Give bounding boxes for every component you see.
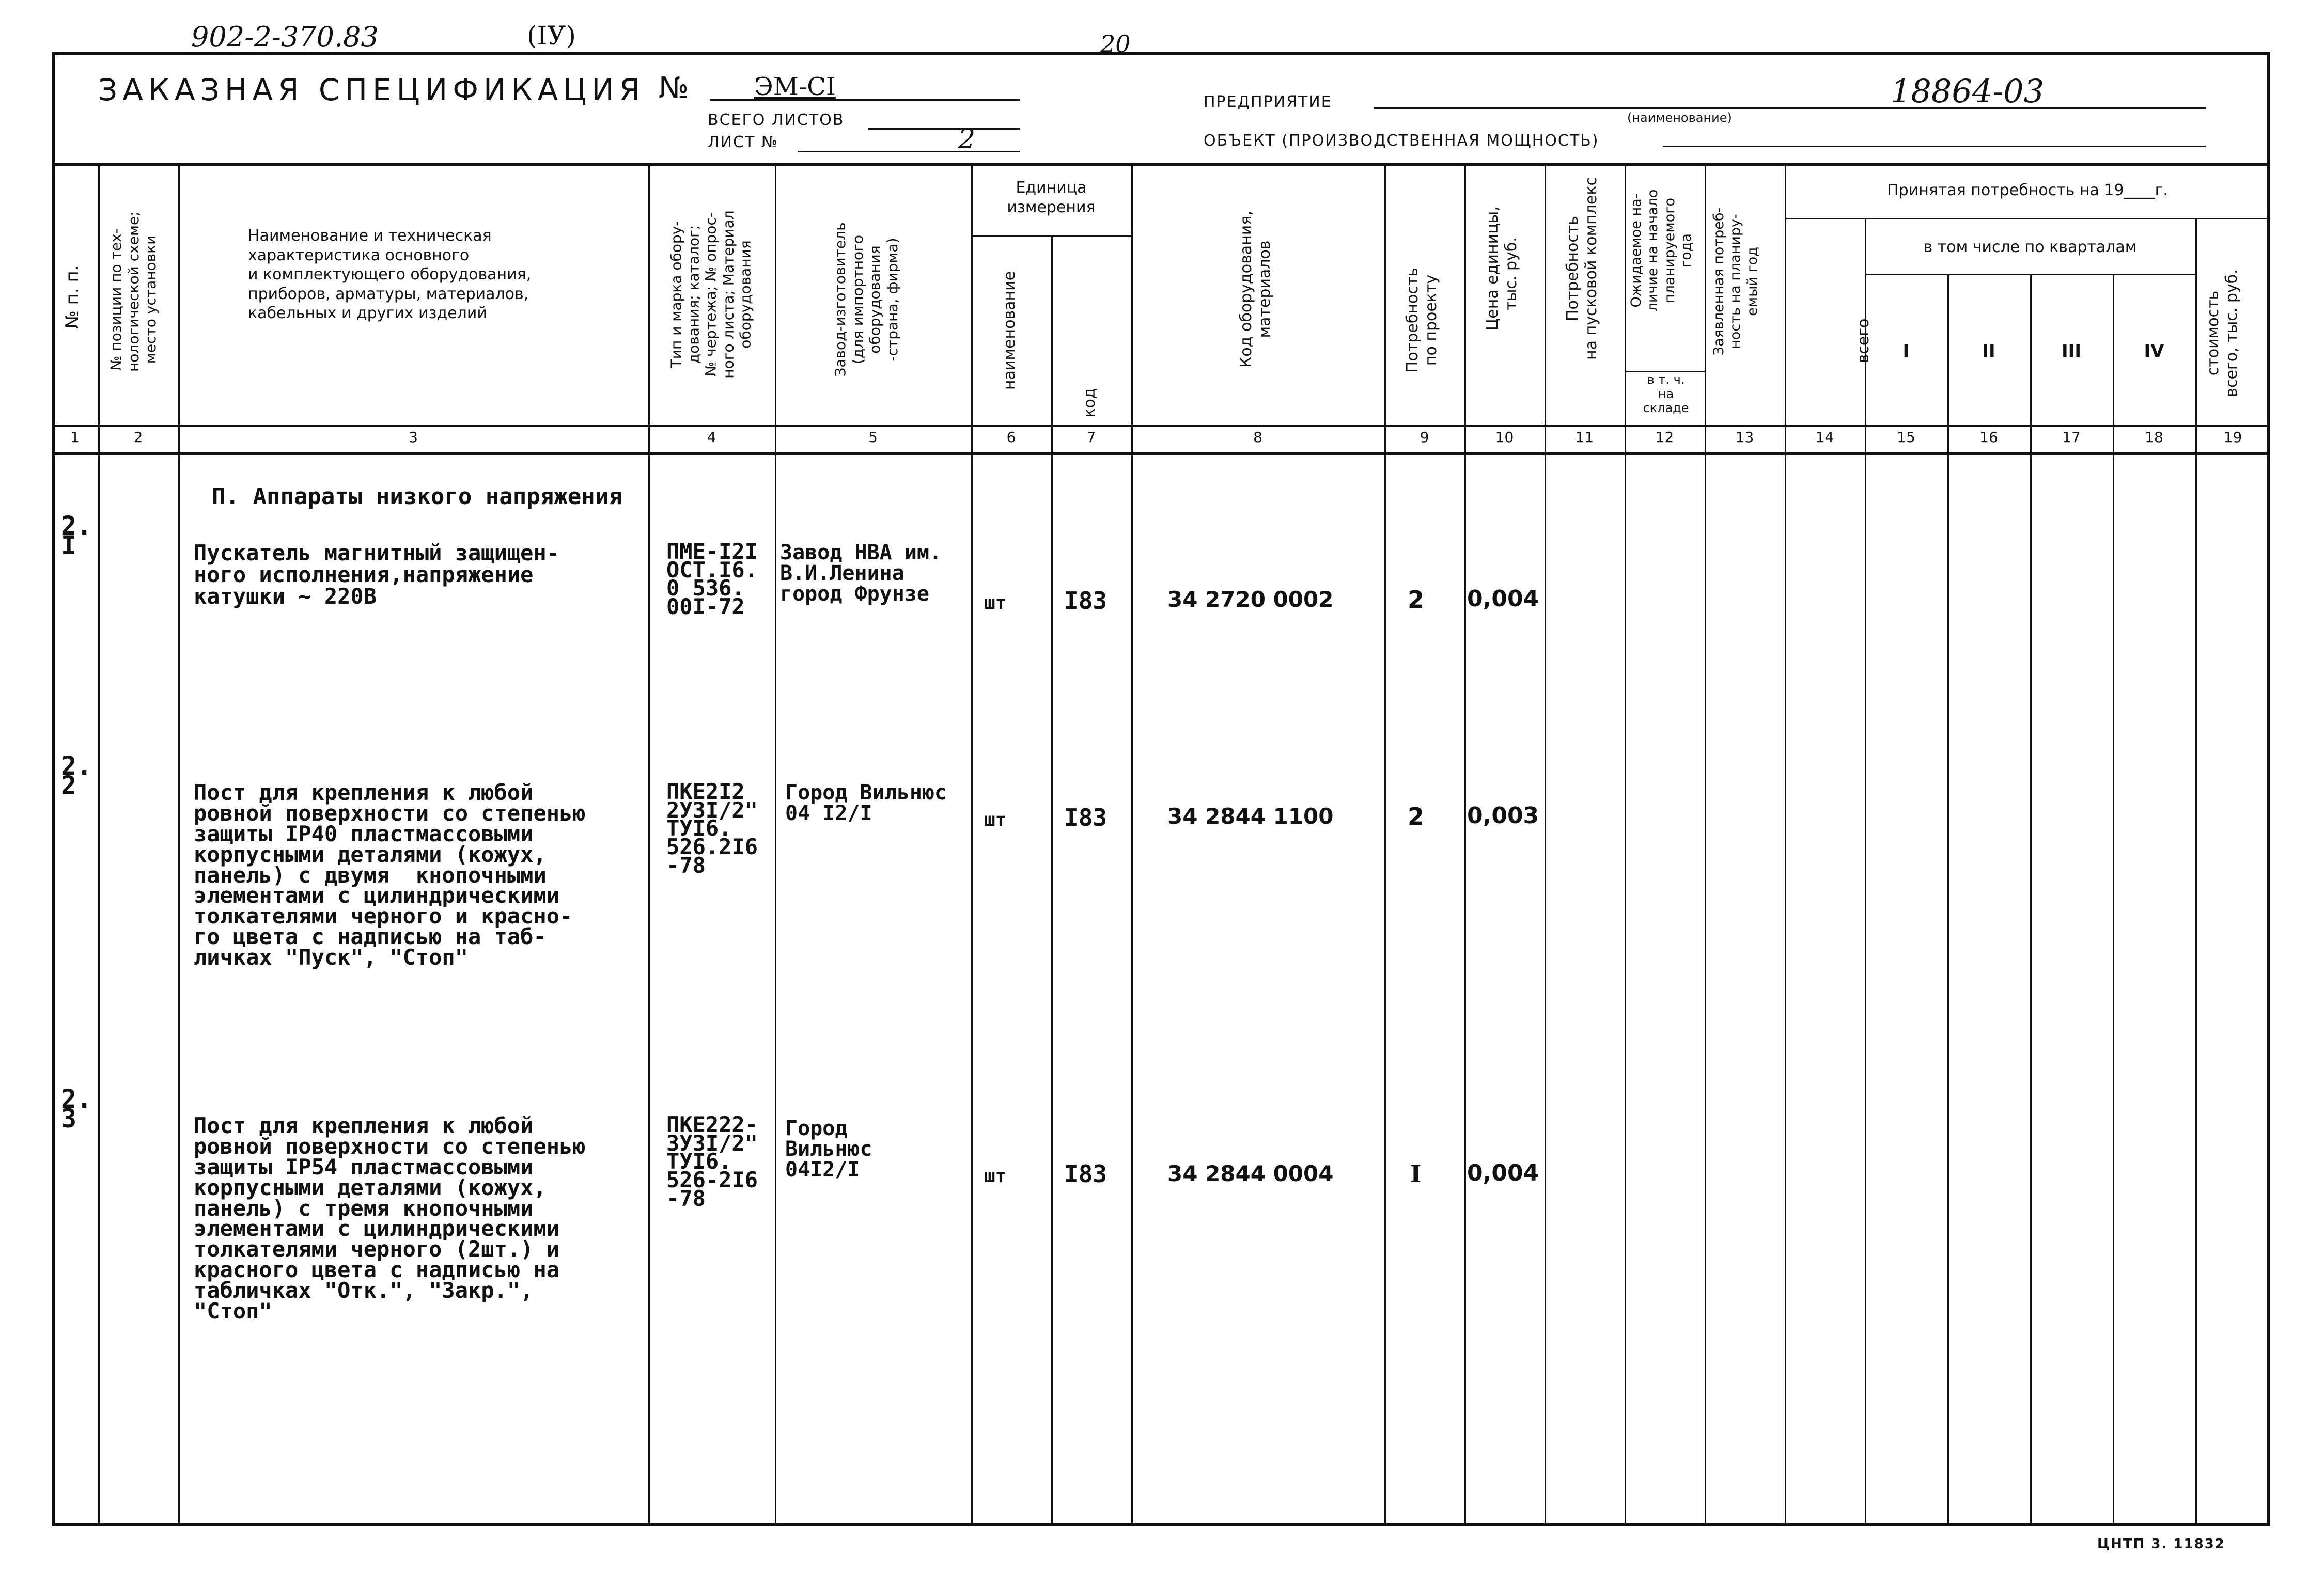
row1-type: ПМЕ-I2I ОСТ.I6. 0 536. 00I-72 — [666, 539, 758, 620]
header-c11: Потребность на пусковой комплекс — [1564, 177, 1600, 360]
row1-price: 0,004 — [1467, 586, 1539, 612]
row2-unit-code: I83 — [1064, 804, 1108, 831]
spec-number: ЭМ-CI — [754, 72, 836, 101]
col-rule-1 — [98, 163, 100, 1526]
col-rule-9 — [1464, 163, 1466, 1526]
total-sheets-line — [868, 128, 1020, 130]
colnum-14: 14 — [1815, 429, 1834, 446]
row3-number: 2. 3 — [61, 1084, 92, 1134]
colnum-10: 10 — [1495, 429, 1514, 446]
colnum-6: 6 — [1006, 429, 1016, 446]
header-c3: Наименование и техническая характеристика основного и комплектующего оборудования, приборов, арматуры, материалов, кабельных и других изделий — [248, 227, 532, 322]
colnum-7: 7 — [1086, 429, 1096, 446]
colnum-5: 5 — [868, 429, 878, 446]
row3-price: 0,004 — [1467, 1160, 1539, 1186]
col-rule-13 — [1785, 163, 1786, 1526]
row2-number: 2. 2 — [61, 751, 92, 800]
page-number: 20 — [1100, 30, 1131, 58]
header-c16: II — [1982, 341, 1995, 362]
header-unit-group: Единица измерения — [1007, 179, 1096, 216]
row1-number: 2. I — [61, 511, 92, 560]
row1-name: Пускатель магнитный защищен- ного исполнения,напряжение катушки ~ 220В — [194, 540, 560, 609]
header-c4: Тип и марка обору- дования; каталог; № чертежа; № опрос- ного листа; Материал оборудования — [667, 210, 754, 379]
header-c9: Потребность по проекту — [1403, 268, 1440, 373]
col-rule-3 — [648, 163, 650, 1526]
row3-name: Пост для крепления к любой ровной поверхности со степенью защиты IP54 пластмассовыми корпусными деталями (кожух, панель) с тремя кнопочными элементами с цилиндрическими толкателями черного (2шт.) и красного цвета с надписью на табличках "Отк.", "Закр.", "Стоп" — [194, 1113, 586, 1324]
col-rule-8 — [1384, 163, 1386, 1526]
header-c14: всего — [1854, 318, 1873, 364]
col-rule-10 — [1545, 163, 1546, 1526]
number-label: № — [659, 71, 689, 105]
header-bottom-rule — [52, 425, 2270, 427]
colnum-16: 16 — [1979, 429, 1998, 446]
sheet-number: 2 — [958, 124, 976, 155]
colnum-4: 4 — [707, 429, 716, 446]
col-rule-17 — [2113, 274, 2114, 1526]
row2-unit: шт — [984, 809, 1007, 830]
enterprise-line — [1374, 107, 2206, 109]
header-c13: Заявленная потреб- ность на планиру- емый год — [1711, 207, 1760, 356]
row3-type: ПКЕ222- 3У3I/2" ТУI6. 526-2I6 -78 — [666, 1112, 758, 1211]
row2-type: ПКЕ2I2 2У3I/2" ТУI6. 526.2I6 -78 — [666, 779, 758, 878]
colnum-8: 8 — [1253, 429, 1262, 446]
accepted-group-rule — [1785, 218, 2270, 219]
footer-stamp: ЦНТП 3. 11832 — [2097, 1536, 2225, 1552]
number-row-rule — [52, 452, 2270, 455]
enterprise-value: 18864-03 — [1891, 72, 2045, 110]
table-top-rule — [52, 163, 2270, 166]
col-rule-4 — [775, 163, 776, 1526]
enterprise-label: ПРЕДПРИЯТИЕ — [1204, 93, 1332, 111]
row3-unit: шт — [984, 1166, 1007, 1187]
row2-price: 0,003 — [1467, 803, 1539, 829]
col-rule-14 — [1865, 218, 1866, 1526]
header-c8: Код оборудования, материалов — [1237, 211, 1274, 368]
row2-name: Пост для крепления к любой ровной поверхности со степенью защиты IP40 пластмассовыми корпусными деталями (кожух, панель) с двумя кнопочными элементами с цилиндрическими толкателями черного и красно- го цвета с надписью на таб- личках "Пуск", "Стоп" — [194, 780, 586, 970]
row2-qty: 2 — [1408, 803, 1425, 830]
row1-unit-code: I83 — [1064, 587, 1108, 615]
colnum-19: 19 — [2223, 429, 2242, 446]
spec-number-line — [710, 99, 1020, 101]
section-title: П. Аппараты низкого напряжения — [212, 483, 622, 510]
header-quarters-group: в том числе по кварталам — [1923, 238, 2137, 256]
header-c12-top: Ожидаемое на- личие на начало планируемого года — [1628, 189, 1695, 312]
row1-unit: шт — [984, 592, 1007, 614]
colnum-2: 2 — [133, 429, 143, 446]
col-rule-7 — [1131, 163, 1133, 1526]
object-line — [1663, 146, 2206, 147]
row1-maker: Завод НВА им. В.И.Ленина город Фрунзе — [780, 541, 942, 606]
total-sheets-label: ВСЕГО ЛИСТОВ — [708, 111, 845, 129]
row1-code: 34 2720 0002 — [1167, 587, 1334, 612]
header-c6: наименование — [1001, 271, 1019, 390]
colnum-9: 9 — [1420, 429, 1429, 446]
col-rule-11 — [1625, 163, 1626, 1526]
col-rule-2 — [178, 163, 180, 1526]
header-c2: № позиции по тех- нологической схеме; место установки — [107, 211, 160, 372]
colnum-3: 3 — [409, 429, 418, 446]
col-rule-5 — [971, 163, 973, 1526]
header-c7: код — [1081, 388, 1099, 418]
row3-unit-code: I83 — [1064, 1160, 1108, 1188]
header-c17: III — [2062, 341, 2081, 362]
header-c10: Цена единицы, тыс. руб. — [1484, 206, 1520, 331]
row3-qty: I — [1410, 1160, 1422, 1188]
row2-maker: Город Вильнюс 04 I2/I — [785, 781, 947, 825]
col-rule-12 — [1705, 163, 1706, 1526]
row2-code: 34 2844 1100 — [1167, 804, 1334, 829]
volume-mark: (IУ) — [527, 21, 576, 51]
row3-code: 34 2844 0004 — [1167, 1161, 1334, 1186]
form-title: ЗАКАЗНАЯ СПЕЦИФИКАЦИЯ — [98, 72, 645, 107]
col-rule-15 — [1947, 274, 1949, 1526]
col-rule-18 — [2195, 218, 2197, 1526]
sheet-line — [798, 151, 1020, 152]
colnum-1: 1 — [70, 429, 80, 446]
colnum-12: 12 — [1655, 429, 1674, 446]
header-c18: IV — [2144, 341, 2164, 362]
colnum-11: 11 — [1575, 429, 1594, 446]
header-c19: стоимость всего, тыс. руб. — [2204, 269, 2241, 397]
naming-note: (наименование) — [1627, 111, 1732, 125]
row1-qty: 2 — [1408, 586, 1425, 614]
doc-code: 902-2-370.83 — [191, 21, 379, 53]
sheet-label: ЛИСТ № — [708, 133, 779, 151]
colnum-15: 15 — [1897, 429, 1915, 446]
header-c5: Завод-изготовитель (для импортного оборудования -страна, фирма) — [832, 222, 901, 377]
colnum-17: 17 — [2062, 429, 2081, 446]
header-c12-bottom: в т. ч. на складе — [1643, 372, 1689, 416]
colnum-18: 18 — [2145, 429, 2163, 446]
object-label: ОБЪЕКТ (ПРОИЗВОДСТВЕННАЯ МОЩНОСТЬ) — [1204, 132, 1599, 150]
col-rule-16 — [2030, 274, 2032, 1526]
colnum-13: 13 — [1735, 429, 1754, 446]
row3-maker: Город Вильнюс 04I2/I — [785, 1117, 872, 1182]
header-c15: I — [1902, 341, 1910, 362]
header-accepted-group: Принятая потребность на 19____г. — [1887, 181, 2168, 199]
header-c1: № п. п. — [62, 265, 83, 329]
